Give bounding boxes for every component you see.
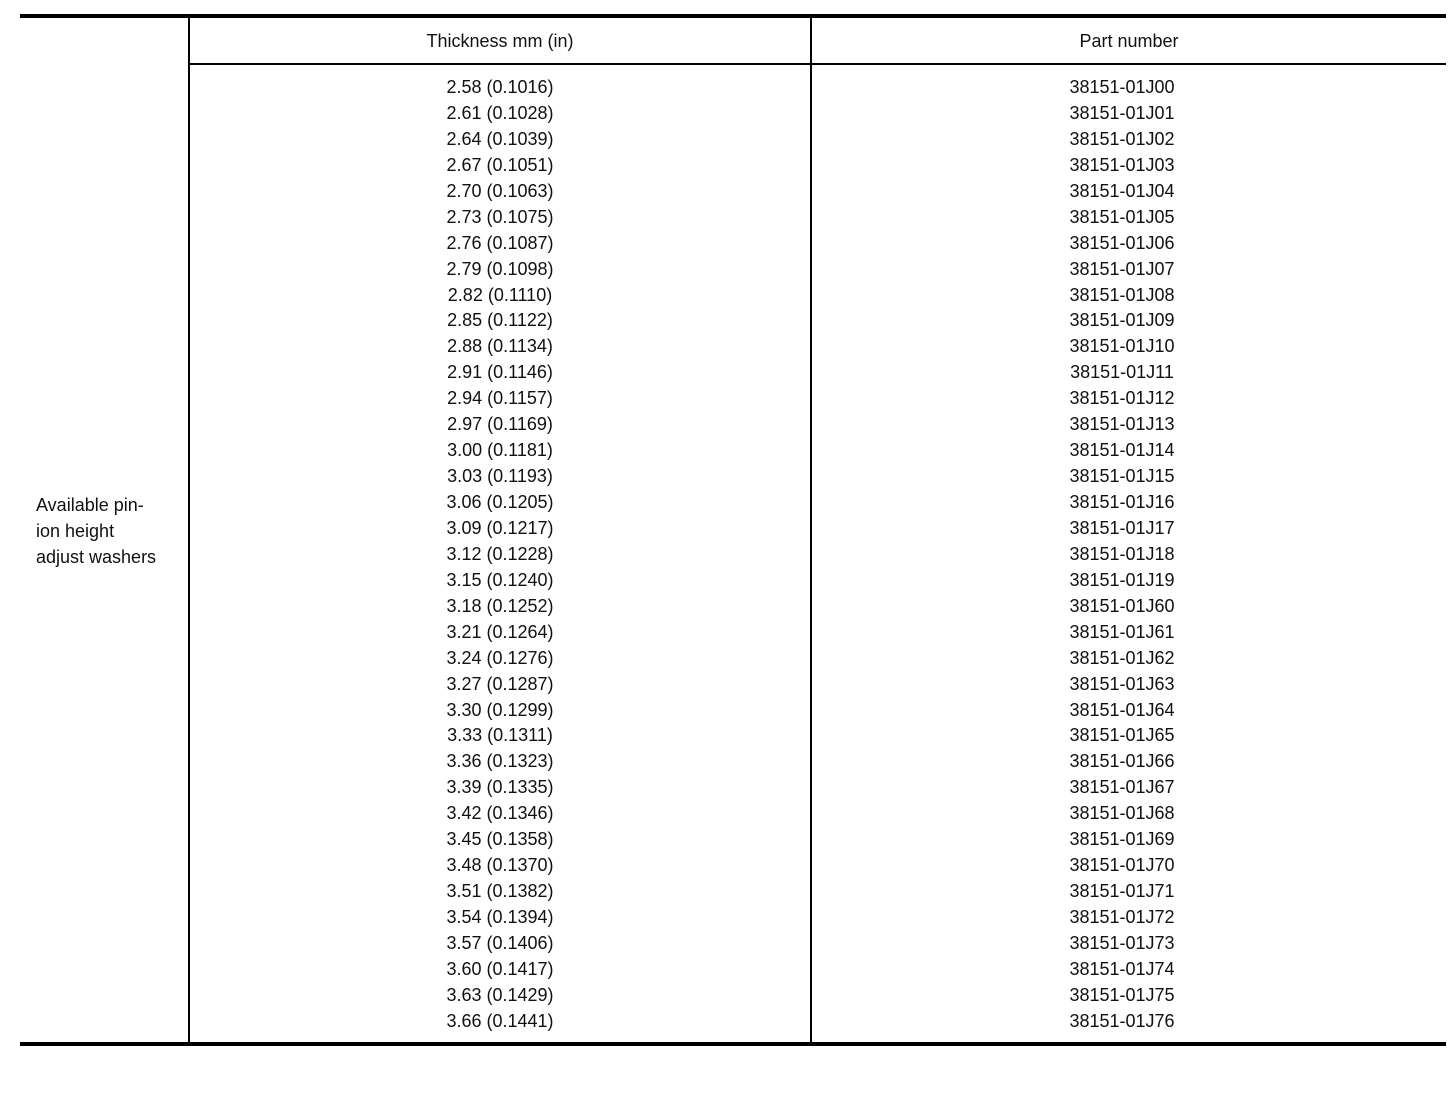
part-number-cell: 38151-01J05 bbox=[1069, 206, 1175, 227]
part-number-cell: 38151-01J62 bbox=[1069, 647, 1175, 668]
thickness-cell: 3.63 (0.1429) bbox=[446, 984, 554, 1005]
washer-table bbox=[20, 14, 1446, 1048]
thickness-cell: 3.54 (0.1394) bbox=[446, 907, 554, 927]
part-number-cell: 38151-01J12 bbox=[1069, 388, 1175, 409]
part-number-cell: 38151-01J65 bbox=[1069, 725, 1175, 746]
row-label: Available pin- ion height adjust washers bbox=[36, 495, 157, 567]
thickness-cell: 3.06 (0.1205) bbox=[446, 492, 554, 512]
thickness-cell: 2.85 (0.1122) bbox=[447, 310, 553, 331]
part-number-cell: 38151-01J68 bbox=[1069, 803, 1175, 824]
thickness-cell: 2.97 (0.1169) bbox=[447, 414, 553, 435]
part-number-cell: 38151-01J72 bbox=[1069, 907, 1175, 927]
thickness-cell: 3.00 (0.1181) bbox=[447, 440, 553, 461]
thickness-cell: 2.76 (0.1087) bbox=[446, 232, 554, 253]
header-underline bbox=[190, 63, 1446, 65]
header-part-number: Part number bbox=[1079, 31, 1179, 51]
thickness-cell: 3.12 (0.1228) bbox=[446, 543, 554, 564]
thickness-cell: 2.73 (0.1075) bbox=[446, 206, 554, 227]
thickness-column bbox=[190, 75, 810, 1035]
thickness-cell: 2.67 (0.1051) bbox=[446, 154, 554, 175]
part-number-cell: 38151-01J73 bbox=[1069, 932, 1175, 953]
part-number-cell: 38151-01J14 bbox=[1069, 440, 1175, 461]
part-number-cell: 38151-01J06 bbox=[1069, 232, 1175, 253]
part-number-cell: 38151-01J08 bbox=[1069, 284, 1175, 305]
part-number-cell: 38151-01J75 bbox=[1069, 984, 1175, 1005]
part-number-cell: 38151-01J17 bbox=[1069, 517, 1175, 538]
thickness-cell: 2.88 (0.1134) bbox=[447, 336, 553, 357]
thickness-cell: 3.57 (0.1406) bbox=[446, 932, 554, 953]
thickness-cell: 3.18 (0.1252) bbox=[446, 595, 554, 616]
thickness-cell: 3.09 (0.1217) bbox=[446, 517, 554, 538]
thickness-cell: 2.64 (0.1039) bbox=[446, 128, 554, 149]
part-number-cell: 38151-01J11 bbox=[1070, 362, 1174, 383]
part-number-cell: 38151-01J15 bbox=[1069, 466, 1175, 487]
thickness-cell: 3.39 (0.1335) bbox=[446, 777, 554, 798]
part-number-cell: 38151-01J67 bbox=[1069, 777, 1175, 798]
part-number-cell: 38151-01J01 bbox=[1069, 102, 1175, 123]
thickness-cell: 2.58 (0.1016) bbox=[446, 77, 554, 97]
part-number-cell: 38151-01J18 bbox=[1069, 543, 1175, 564]
part-number-cell: 38151-01J64 bbox=[1069, 699, 1175, 720]
part-number-cell: 38151-01J04 bbox=[1069, 180, 1175, 201]
thickness-cell: 3.24 (0.1276) bbox=[446, 647, 554, 668]
part-number-cell: 38151-01J19 bbox=[1069, 569, 1175, 590]
thickness-cell: 3.36 (0.1323) bbox=[446, 751, 554, 772]
thickness-cell: 3.42 (0.1346) bbox=[446, 803, 554, 824]
part-number-cell: 38151-01J13 bbox=[1069, 414, 1175, 435]
part-number-cell: 38151-01J10 bbox=[1069, 336, 1175, 357]
thickness-cell: 3.60 (0.1417) bbox=[446, 958, 554, 979]
thickness-cell: 2.94 (0.1157) bbox=[447, 388, 553, 409]
part-number-cell: 38151-01J07 bbox=[1069, 258, 1175, 279]
part-number-cell: 38151-01J09 bbox=[1069, 310, 1175, 331]
thickness-cell: 2.82 (0.1110) bbox=[447, 284, 553, 305]
part-number-column bbox=[812, 75, 1432, 1035]
part-number-cell: 38151-01J61 bbox=[1069, 621, 1175, 642]
thickness-cell: 3.45 (0.1358) bbox=[446, 829, 554, 850]
part-number-cell: 38151-01J76 bbox=[1069, 1010, 1175, 1031]
part-number-cell: 38151-01J16 bbox=[1069, 492, 1175, 512]
header-thickness: Thickness mm (in) bbox=[426, 31, 574, 51]
thickness-cell: 3.27 (0.1287) bbox=[446, 673, 554, 694]
thickness-cell: 2.70 (0.1063) bbox=[446, 180, 554, 201]
table-top-rule bbox=[20, 14, 1446, 18]
part-number-cell: 38151-01J74 bbox=[1069, 958, 1175, 979]
part-number-cell: 38151-01J69 bbox=[1069, 829, 1175, 850]
thickness-cell: 2.91 (0.1146) bbox=[447, 362, 553, 383]
part-number-cell: 38151-01J63 bbox=[1069, 673, 1175, 694]
part-number-cell: 38151-01J60 bbox=[1069, 595, 1175, 616]
thickness-cell: 3.21 (0.1264) bbox=[446, 621, 554, 642]
part-number-cell: 38151-01J00 bbox=[1069, 77, 1175, 97]
part-number-cell: 38151-01J02 bbox=[1069, 128, 1175, 149]
table-bottom-rule bbox=[20, 1042, 1446, 1046]
thickness-cell: 3.48 (0.1370) bbox=[446, 855, 554, 876]
part-number-cell: 38151-01J66 bbox=[1069, 751, 1175, 772]
thickness-cell: 3.33 (0.1311) bbox=[447, 725, 553, 746]
thickness-cell: 3.15 (0.1240) bbox=[446, 569, 554, 590]
thickness-cell: 3.51 (0.1382) bbox=[446, 881, 554, 902]
thickness-cell: 3.66 (0.1441) bbox=[446, 1010, 554, 1031]
thickness-cell: 3.03 (0.1193) bbox=[447, 466, 553, 487]
thickness-cell: 2.61 (0.1028) bbox=[446, 102, 554, 123]
part-number-cell: 38151-01J71 bbox=[1069, 881, 1175, 902]
thickness-cell: 2.79 (0.1098) bbox=[446, 258, 554, 279]
part-number-cell: 38151-01J03 bbox=[1069, 154, 1175, 175]
thickness-cell: 3.30 (0.1299) bbox=[446, 699, 554, 720]
part-number-cell: 38151-01J70 bbox=[1069, 855, 1175, 876]
